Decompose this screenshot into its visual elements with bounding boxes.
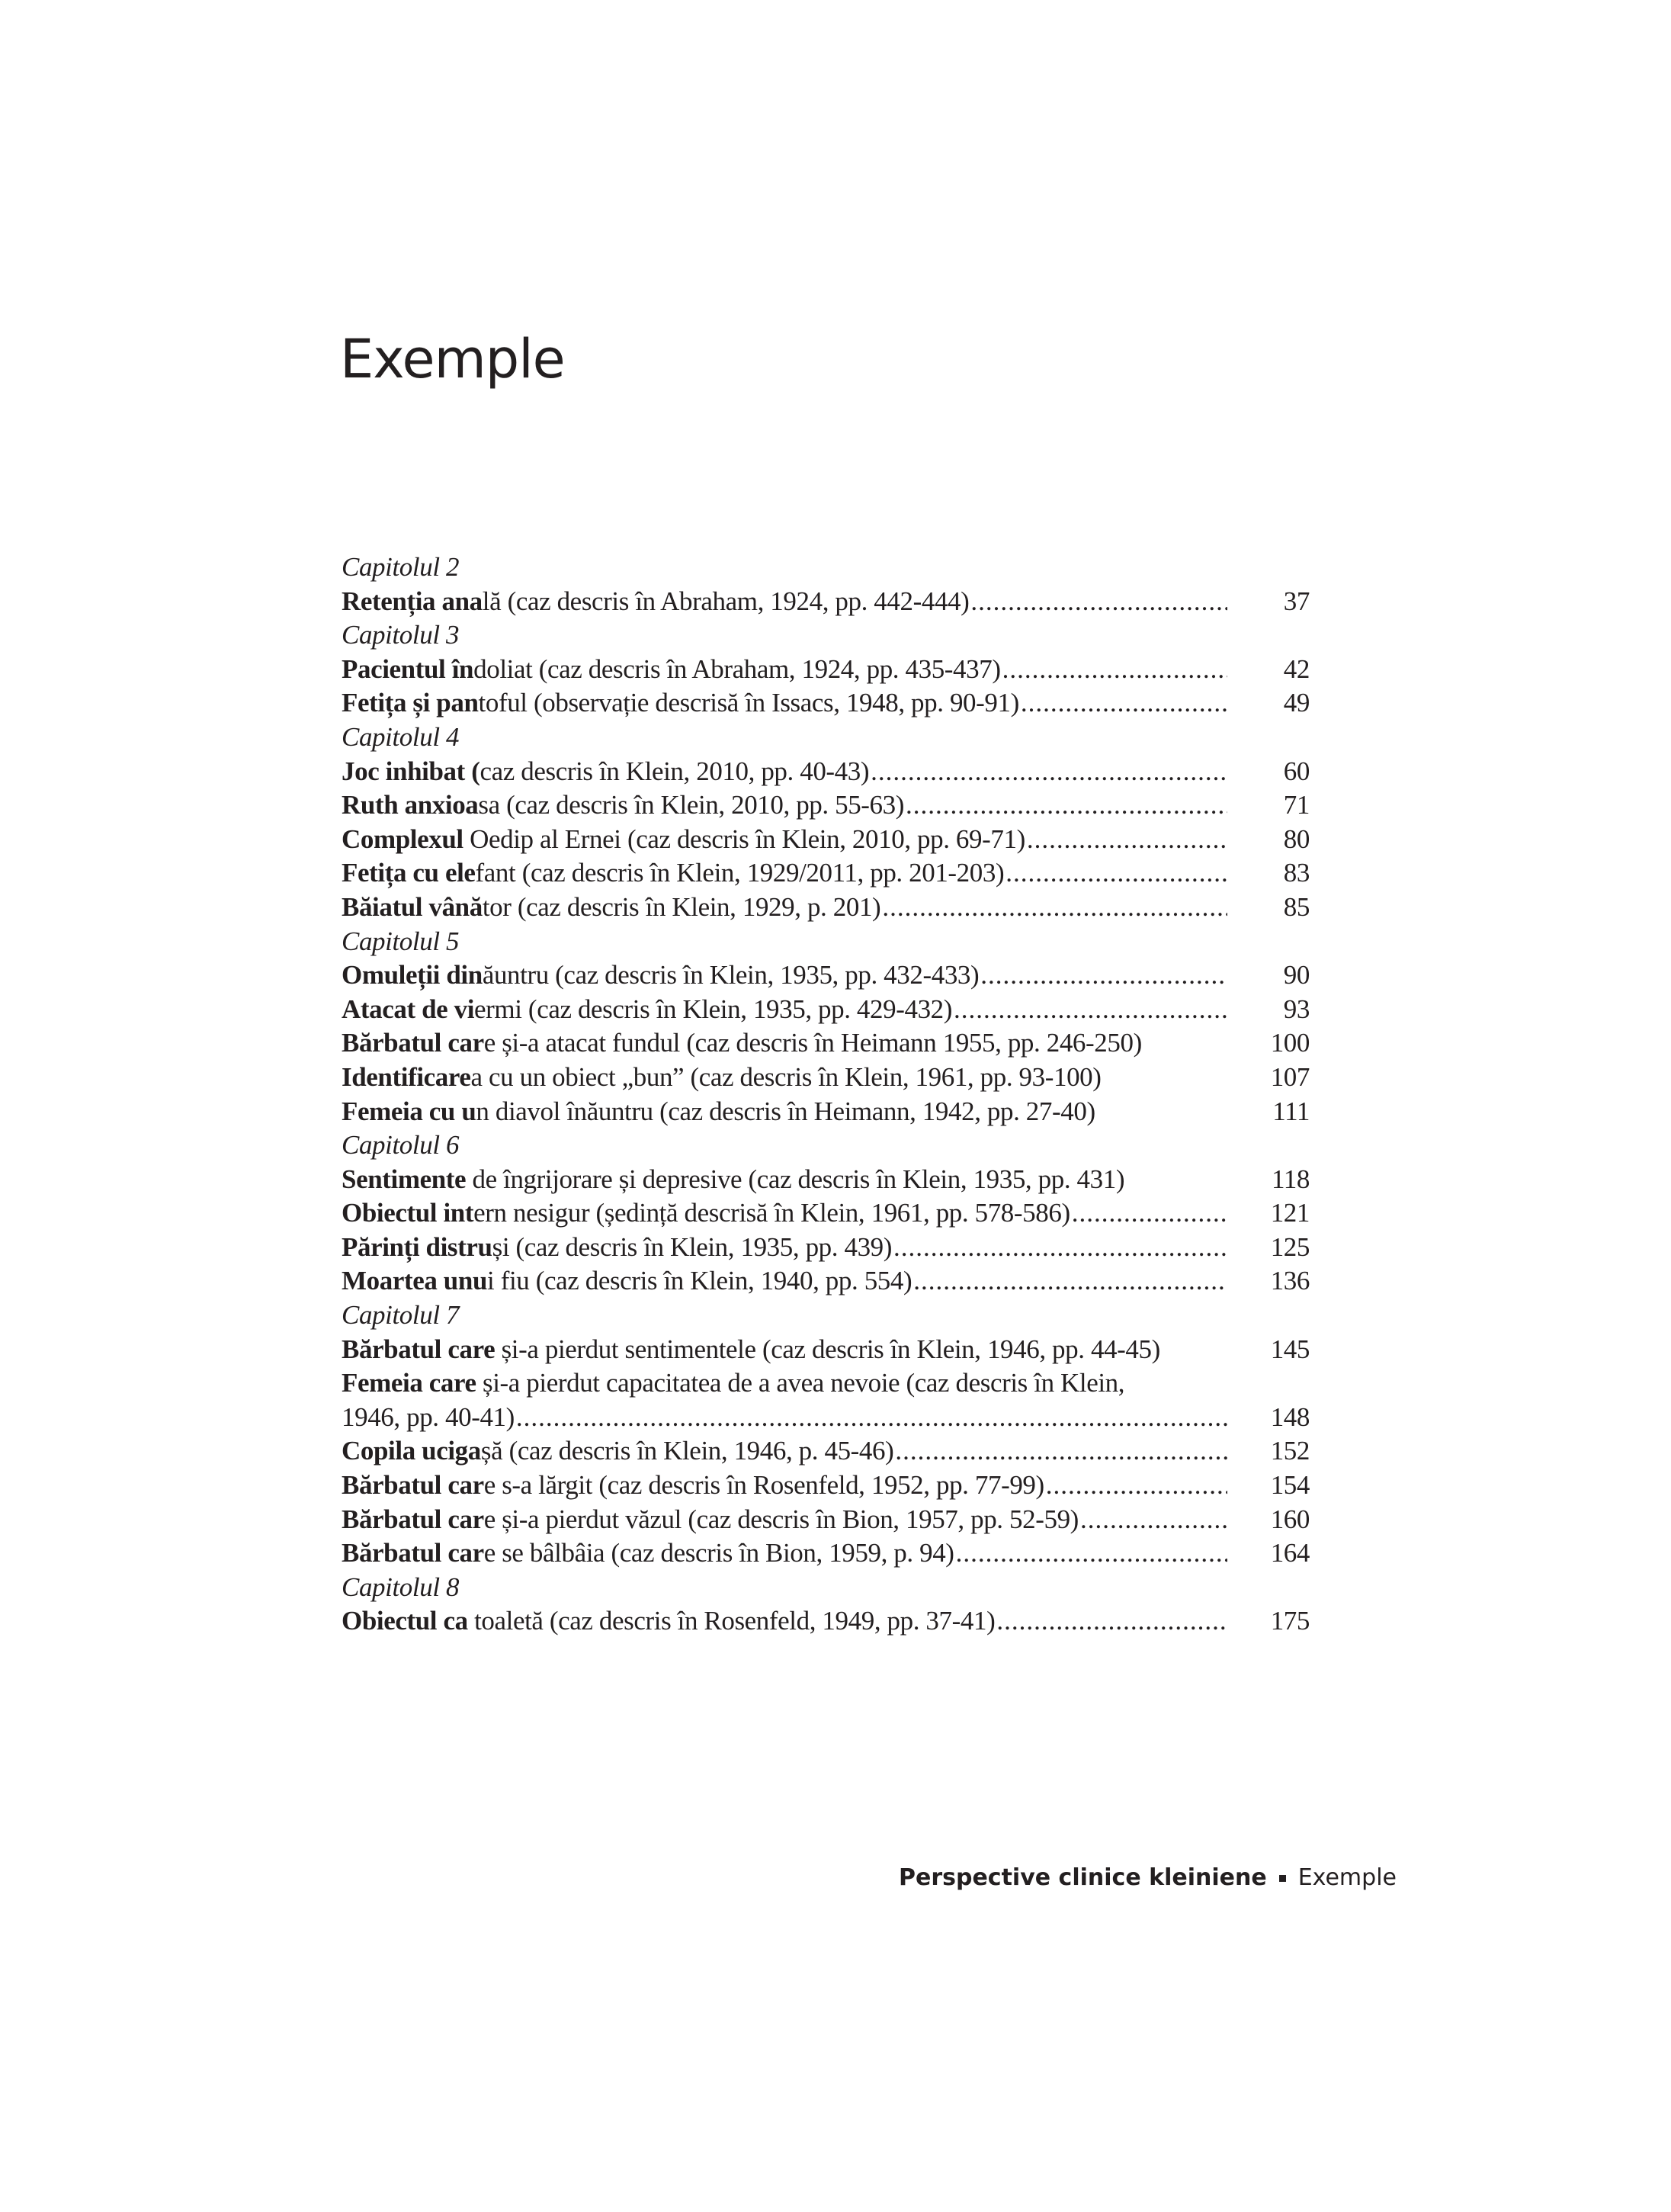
- dot-leader: [516, 1401, 1227, 1435]
- entry-title: [342, 958, 979, 993]
- dot-leader: [895, 1434, 1227, 1469]
- entry-title-bold: Complexul: [342, 823, 470, 854]
- entry-title-bold: Moartea unu: [342, 1266, 488, 1296]
- entry-title-bold: Băiatul vână: [342, 891, 483, 922]
- page-number: 71: [1283, 790, 1310, 820]
- list-item: [342, 1026, 1310, 1061]
- entry-title: [342, 823, 1025, 857]
- page-number: 175: [1270, 1606, 1310, 1636]
- entry-title: [342, 1231, 892, 1265]
- entry-title-bold: Bărbatul car: [342, 1538, 484, 1568]
- entry-title: [342, 1264, 912, 1299]
- page-number: 42: [1283, 653, 1310, 684]
- chapter-heading: Capitolul 5: [342, 926, 460, 956]
- entry-title: [342, 755, 869, 789]
- footer-section: Exemple: [1297, 1864, 1397, 1891]
- entry-title-rest: e se bâlbâia (caz descris în Bion, 1959, p. 94): [483, 1538, 954, 1568]
- list-item: [342, 823, 1310, 857]
- list-item: [342, 856, 1310, 891]
- entry-title: [342, 993, 952, 1027]
- entry-title: [342, 788, 904, 823]
- entry-title-bold: Sentimente: [342, 1164, 473, 1194]
- dot-leader: [954, 993, 1227, 1027]
- list-item: [342, 1264, 1310, 1299]
- dot-leader: [996, 1604, 1227, 1639]
- entry-title: [342, 1333, 1160, 1367]
- dot-leader: [906, 788, 1227, 823]
- entry-title: [342, 1061, 1102, 1095]
- list-item: [342, 755, 1310, 789]
- entry-title-bold: Retenția ana: [342, 586, 483, 616]
- list-item: [342, 686, 1310, 721]
- entry-title-bold: Omuleții din: [342, 960, 483, 990]
- entry-title: [342, 653, 1001, 687]
- page-number: 90: [1283, 960, 1310, 990]
- entry-title: [342, 585, 969, 619]
- entry-title-cont: 1946, pp. 40-41): [342, 1401, 515, 1432]
- entry-title-rest: ermi (caz descris în Klein, 1935, pp. 429-432): [474, 994, 953, 1024]
- page-number: 152: [1270, 1436, 1310, 1466]
- entry-title-rest: tor (caz descris în Klein, 1929, p. 201): [482, 891, 881, 922]
- dot-leader: [1027, 823, 1227, 857]
- entry-title-rest: ăuntru (caz descris în Klein, 1935, pp. 432-433): [482, 960, 980, 990]
- page-number: 100: [1270, 1028, 1310, 1058]
- list-item: [342, 788, 1310, 823]
- dot-leader: [1021, 686, 1227, 721]
- list-item: [342, 653, 1310, 687]
- entry-title-rest: e și-a pierdut văzul (caz descris în Bion, 1957, pp. 52-59): [483, 1504, 1079, 1534]
- list-item: [342, 1503, 1310, 1537]
- entry-title-bold: Bărbatul car: [342, 1504, 484, 1534]
- dot-leader: [1005, 856, 1227, 891]
- page-number: 148: [1270, 1401, 1310, 1432]
- list-item: [342, 1434, 1310, 1469]
- page-number: 154: [1270, 1470, 1310, 1501]
- entry-title: [342, 1163, 1124, 1197]
- entry-title-bold: Bărbatul car: [342, 1470, 484, 1501]
- entry-title-rest: doliat (caz descris în Abraham, 1924, pp. 435-437): [473, 653, 1001, 684]
- entry-title-bold: Bărbatul car: [342, 1028, 484, 1058]
- entry-title-rest: ern nesigur (ședință descrisă în Klein, 1961, pp. 578-586): [473, 1198, 1070, 1228]
- list-item: [342, 1469, 1310, 1503]
- page-number: 118: [1271, 1164, 1310, 1194]
- list-item: [342, 1163, 1310, 1197]
- entry-title-rest: Oedip al Ernei (caz descris în Klein, 2010, pp. 69-71): [470, 823, 1025, 854]
- entry-title-rest: fant (caz descris în Klein, 1929/2011, pp. 201-203): [475, 858, 1005, 888]
- page-number: 37: [1283, 586, 1310, 616]
- square-bullet-icon: [1279, 1875, 1286, 1882]
- list-item: [342, 1231, 1310, 1265]
- dot-leader: [882, 891, 1227, 925]
- entry-title-rest: n diavol înăuntru (caz descris în Heimann, 1942, pp. 27-40): [476, 1096, 1095, 1126]
- entry-title-bold: Fetița cu ele: [342, 858, 476, 888]
- entry-title: [342, 1434, 893, 1469]
- entry-title: [342, 1604, 995, 1639]
- entry-title-rest: șă (caz descris în Klein, 1946, p. 45-46): [480, 1436, 894, 1466]
- entry-title-rest: caz descris în Klein, 2010, pp. 40-43): [479, 756, 870, 786]
- list-item: [342, 1366, 1310, 1434]
- list-item: [342, 585, 1310, 619]
- entry-title-bold: Obiectul int: [342, 1198, 474, 1228]
- list-item: [342, 1536, 1310, 1571]
- list-item: [342, 891, 1310, 925]
- entry-title-bold: Joc inhibat (: [342, 756, 480, 786]
- list-item: [342, 1095, 1310, 1129]
- entry-title-rest: a cu un obiect „bun” (caz descris în Klein, 1961, pp. 93-100): [470, 1061, 1102, 1092]
- page-number: 85: [1283, 891, 1310, 922]
- entry-title-bold: Bărbatul care: [342, 1334, 502, 1364]
- entry-title-bold: Atacat de vi: [342, 994, 475, 1024]
- entry-title: [342, 856, 1004, 891]
- chapter-heading: Capitolul 2: [342, 552, 460, 582]
- entry-title-rest: de îngrijorare și depresive (caz descris în Klein, 1935, pp. 431): [472, 1164, 1125, 1194]
- entry-title-rest: e s-a lărgit (caz descris în Rosenfeld, 1952, pp. 77-99): [483, 1470, 1044, 1501]
- entry-title-bold: Părinți distru: [342, 1231, 492, 1262]
- chapter-heading: Capitolul 4: [342, 721, 460, 752]
- list-item: [342, 1061, 1310, 1095]
- list-item: [342, 993, 1310, 1027]
- page-number: 145: [1270, 1334, 1310, 1364]
- page-number: 93: [1283, 994, 1310, 1024]
- entry-title: [342, 686, 1019, 721]
- footer-book-title: Perspective clinice kleiniene: [899, 1864, 1267, 1891]
- list-item-line: [342, 1401, 1310, 1435]
- entry-title-bold: Fetița și pan: [342, 688, 479, 718]
- running-footer: [899, 1864, 1397, 1891]
- list-item: [342, 1604, 1310, 1639]
- page-number: 83: [1283, 858, 1310, 888]
- entry-title: [342, 1503, 1079, 1537]
- entry-title-rest: toful (observație descrisă în Issacs, 1948, pp. 90-91): [478, 688, 1019, 718]
- entry-title-bold: Femeia cu u: [342, 1096, 476, 1126]
- page-number: 160: [1270, 1504, 1310, 1534]
- entry-title-bold: Femeia care: [342, 1368, 483, 1398]
- list-item: [342, 958, 1310, 993]
- dot-leader: [913, 1264, 1227, 1299]
- entry-title-rest: e și-a atacat fundul (caz descris în Heimann 1955, pp. 246-250): [483, 1028, 1142, 1058]
- page-number: 125: [1270, 1231, 1310, 1262]
- entry-title-rest: și-a pierdut sentimentele (caz descris în Klein, 1946, pp. 44-45): [501, 1334, 1160, 1364]
- page-number: 60: [1283, 756, 1310, 786]
- chapter-heading: Capitolul 3: [342, 620, 460, 650]
- entry-title-rest: sa (caz descris în Klein, 2010, pp. 55-63): [478, 790, 905, 820]
- dot-leader: [893, 1231, 1227, 1265]
- page-number: 111: [1272, 1096, 1310, 1126]
- page-number: 164: [1270, 1538, 1310, 1568]
- page-number: 107: [1270, 1061, 1310, 1092]
- entry-title-rest: și (caz descris în Klein, 1935, pp. 439): [492, 1231, 893, 1262]
- dot-leader: [1002, 653, 1227, 687]
- dot-leader: [970, 585, 1227, 619]
- dot-leader: [871, 755, 1227, 789]
- entry-title: [342, 891, 880, 925]
- entry-title-rest: i fiu (caz descris în Klein, 1940, pp. 554): [487, 1266, 912, 1296]
- entry-title-bold: Pacientul în: [342, 653, 474, 684]
- list-item: [342, 1196, 1310, 1231]
- entry-title-rest: lă (caz descris în Abraham, 1924, pp. 442-444): [482, 586, 970, 616]
- entry-title-rest: toaletă (caz descris în Rosenfeld, 1949, pp. 37-41): [474, 1606, 996, 1636]
- examples-list: [342, 551, 1310, 1639]
- dot-leader: [1046, 1469, 1227, 1503]
- dot-leader: [980, 958, 1227, 993]
- entry-title-bold: Copila uciga: [342, 1436, 481, 1466]
- entry-title: [342, 1469, 1044, 1503]
- entry-title-bold: Identificare: [342, 1061, 471, 1092]
- entry-title: [342, 1095, 1095, 1129]
- entry-title: [342, 1536, 954, 1571]
- entry-title: [342, 1196, 1070, 1231]
- chapter-heading: Capitolul 7: [342, 1300, 460, 1331]
- dot-leader: [1080, 1503, 1227, 1537]
- entry-title-rest: și-a pierdut capacitatea de a avea nevoie (caz descris în Klein,: [483, 1368, 1125, 1398]
- dot-leader: [956, 1536, 1227, 1571]
- chapter-heading: Capitolul 8: [342, 1572, 460, 1602]
- page-title: Exemple: [340, 328, 565, 390]
- page-number: 121: [1270, 1198, 1310, 1228]
- entry-title: [342, 1366, 1124, 1401]
- list-item-line: [342, 1366, 1310, 1401]
- page-number: 49: [1283, 688, 1310, 718]
- dot-leader: [1072, 1196, 1227, 1231]
- chapter-heading: Capitolul 6: [342, 1130, 460, 1161]
- entry-title: [342, 1026, 1142, 1061]
- entry-title-bold: Obiectul ca: [342, 1606, 475, 1636]
- page-number: 80: [1283, 823, 1310, 854]
- entry-title-bold: Ruth anxioa: [342, 790, 479, 820]
- page-number: 136: [1270, 1266, 1310, 1296]
- list-item: [342, 1333, 1310, 1367]
